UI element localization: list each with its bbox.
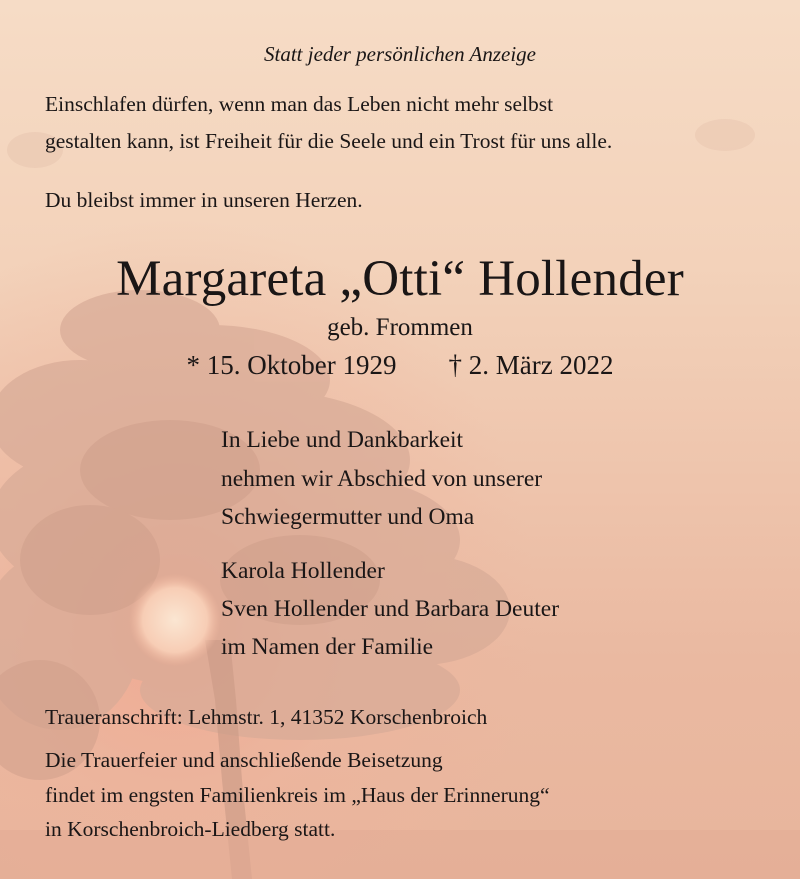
- birth-date: * 15. Oktober 1929: [186, 350, 397, 380]
- motto-line-3: Du bleibst immer in unseren Herzen.: [45, 188, 363, 212]
- notice-header: Statt jeder persönlichen Anzeige: [264, 42, 536, 66]
- deceased-born-name: geb. Frommen: [327, 314, 473, 341]
- message-line: nehmen wir Abschied von unserer: [221, 466, 543, 492]
- mourner-line: Sven Hollender und Barbara Deuter: [221, 596, 560, 622]
- message-line: Schwiegermutter und Oma: [221, 504, 475, 530]
- mourner-line: im Namen der Familie: [221, 634, 434, 660]
- funeral-info-line: findet im engsten Familienkreis im „Haus der Erinnerung“: [45, 783, 550, 807]
- motto-line-1: Einschlafen dürfen, wenn man das Leben nicht mehr selbst: [45, 92, 554, 116]
- life-dates: [0, 350, 800, 381]
- funeral-info-line: Die Trauerfeier und anschließende Beisetzung: [45, 748, 443, 772]
- message-line: In Liebe und Dankbarkeit: [221, 427, 464, 453]
- mourning-address: Traueranschrift: Lehmstr. 1, 41352 Korschenbroich: [45, 705, 488, 729]
- mourner-line: Karola Hollender: [221, 558, 385, 584]
- motto-line-2: gestalten kann, ist Freiheit für die Seele und ein Trost für uns alle.: [45, 129, 613, 153]
- funeral-info-line: in Korschenbroich-Liedberg statt.: [45, 817, 336, 841]
- death-date: † 2. März 2022: [448, 350, 614, 380]
- deceased-name: Margareta „Otti“ Hollender: [116, 251, 684, 307]
